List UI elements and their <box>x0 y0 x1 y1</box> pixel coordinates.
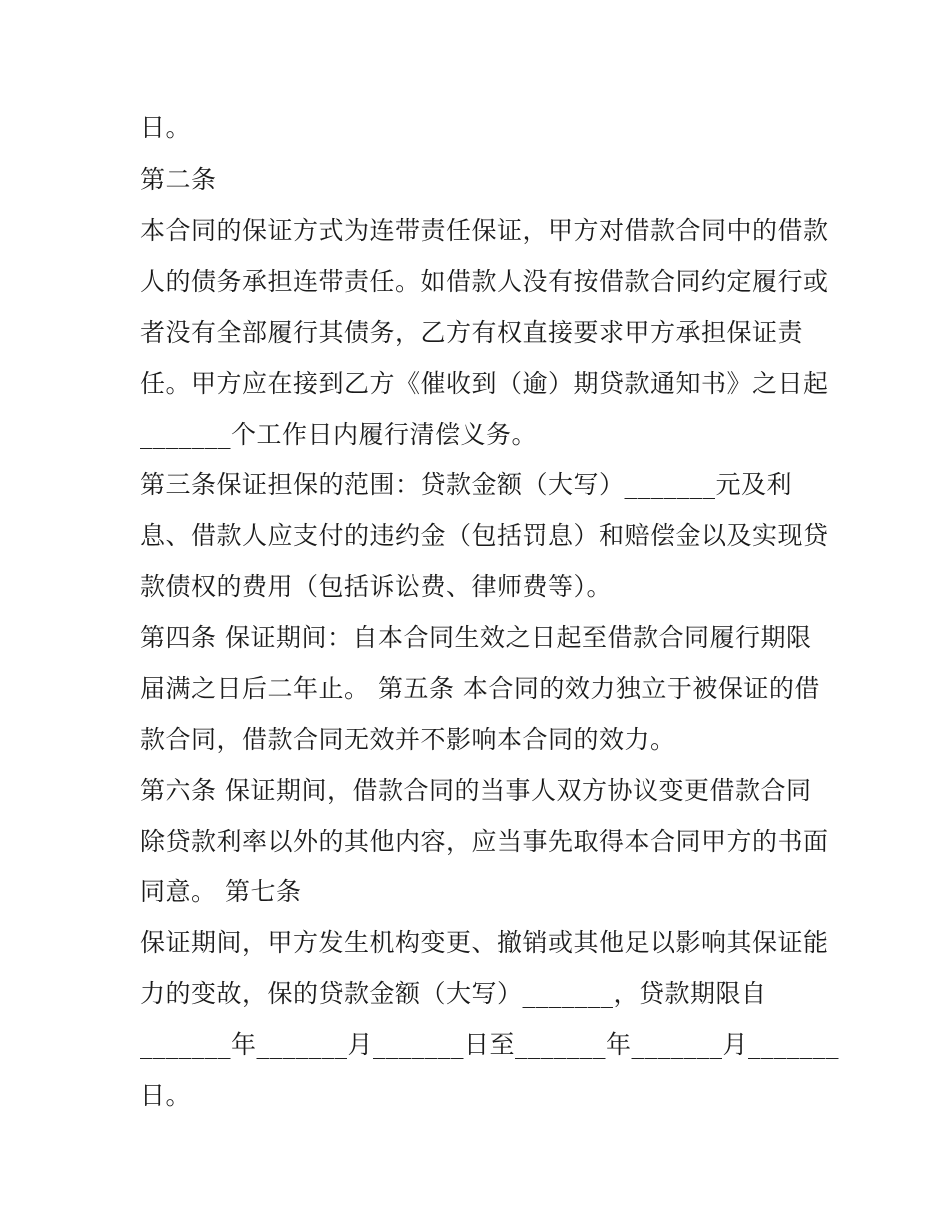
text-line: 第六条 保证期间，借款合同的当事人双方协议变更借款合同 <box>140 776 812 805</box>
text-line: 第三条保证担保的范围：贷款金额（大写）_______元及利 <box>140 470 793 499</box>
text-line: 第四条 保证期间：自本合同生效之日起至借款合同履行期限 <box>140 623 812 652</box>
text-line: 息、借款人应支付的违约金（包括罚息）和赔偿金以及实现贷 <box>140 521 829 550</box>
text-line: 保证期间，甲方发生机构变更、撤销或其他足以影响其保证能 <box>140 928 829 957</box>
text-line: 任。甲方应在接到乙方《催收到（逾）期贷款通知书》之日起 <box>140 369 829 398</box>
text-line: 同意。 第七条 <box>140 877 302 906</box>
text-line: 日。 <box>140 113 192 142</box>
text-line: 力的变故，保的贷款金额（大写）_______，贷款期限自 <box>140 979 767 1008</box>
text-line: 者没有全部履行其债务，乙方有权直接要求甲方承担保证责 <box>140 318 804 347</box>
text-line: 本合同的保证方式为连带责任保证，甲方对借款合同中的借款 <box>140 216 829 245</box>
text-line: 款合同，借款合同无效并不影响本合同的效力。 <box>140 725 676 754</box>
text-line: 款债权的费用（包括诉讼费、律师费等）。 <box>140 572 613 601</box>
text-line: 届满之日后二年止。 第五条 本合同的效力独立于被保证的借 <box>140 674 820 703</box>
text-line: 日。 <box>140 1081 192 1110</box>
text-line: 除贷款利率以外的其他内容，应当事先取得本合同甲方的书面 <box>140 827 829 856</box>
text-line: 人的债务承担连带责任。如借款人没有按借款合同约定履行或 <box>140 267 829 296</box>
text-line: _______年_______月_______日至_______年_______月_______ <box>140 1030 840 1059</box>
article-heading: 第二条 <box>140 165 217 194</box>
text-line: _______个工作日内履行清偿义务。 <box>140 420 538 449</box>
